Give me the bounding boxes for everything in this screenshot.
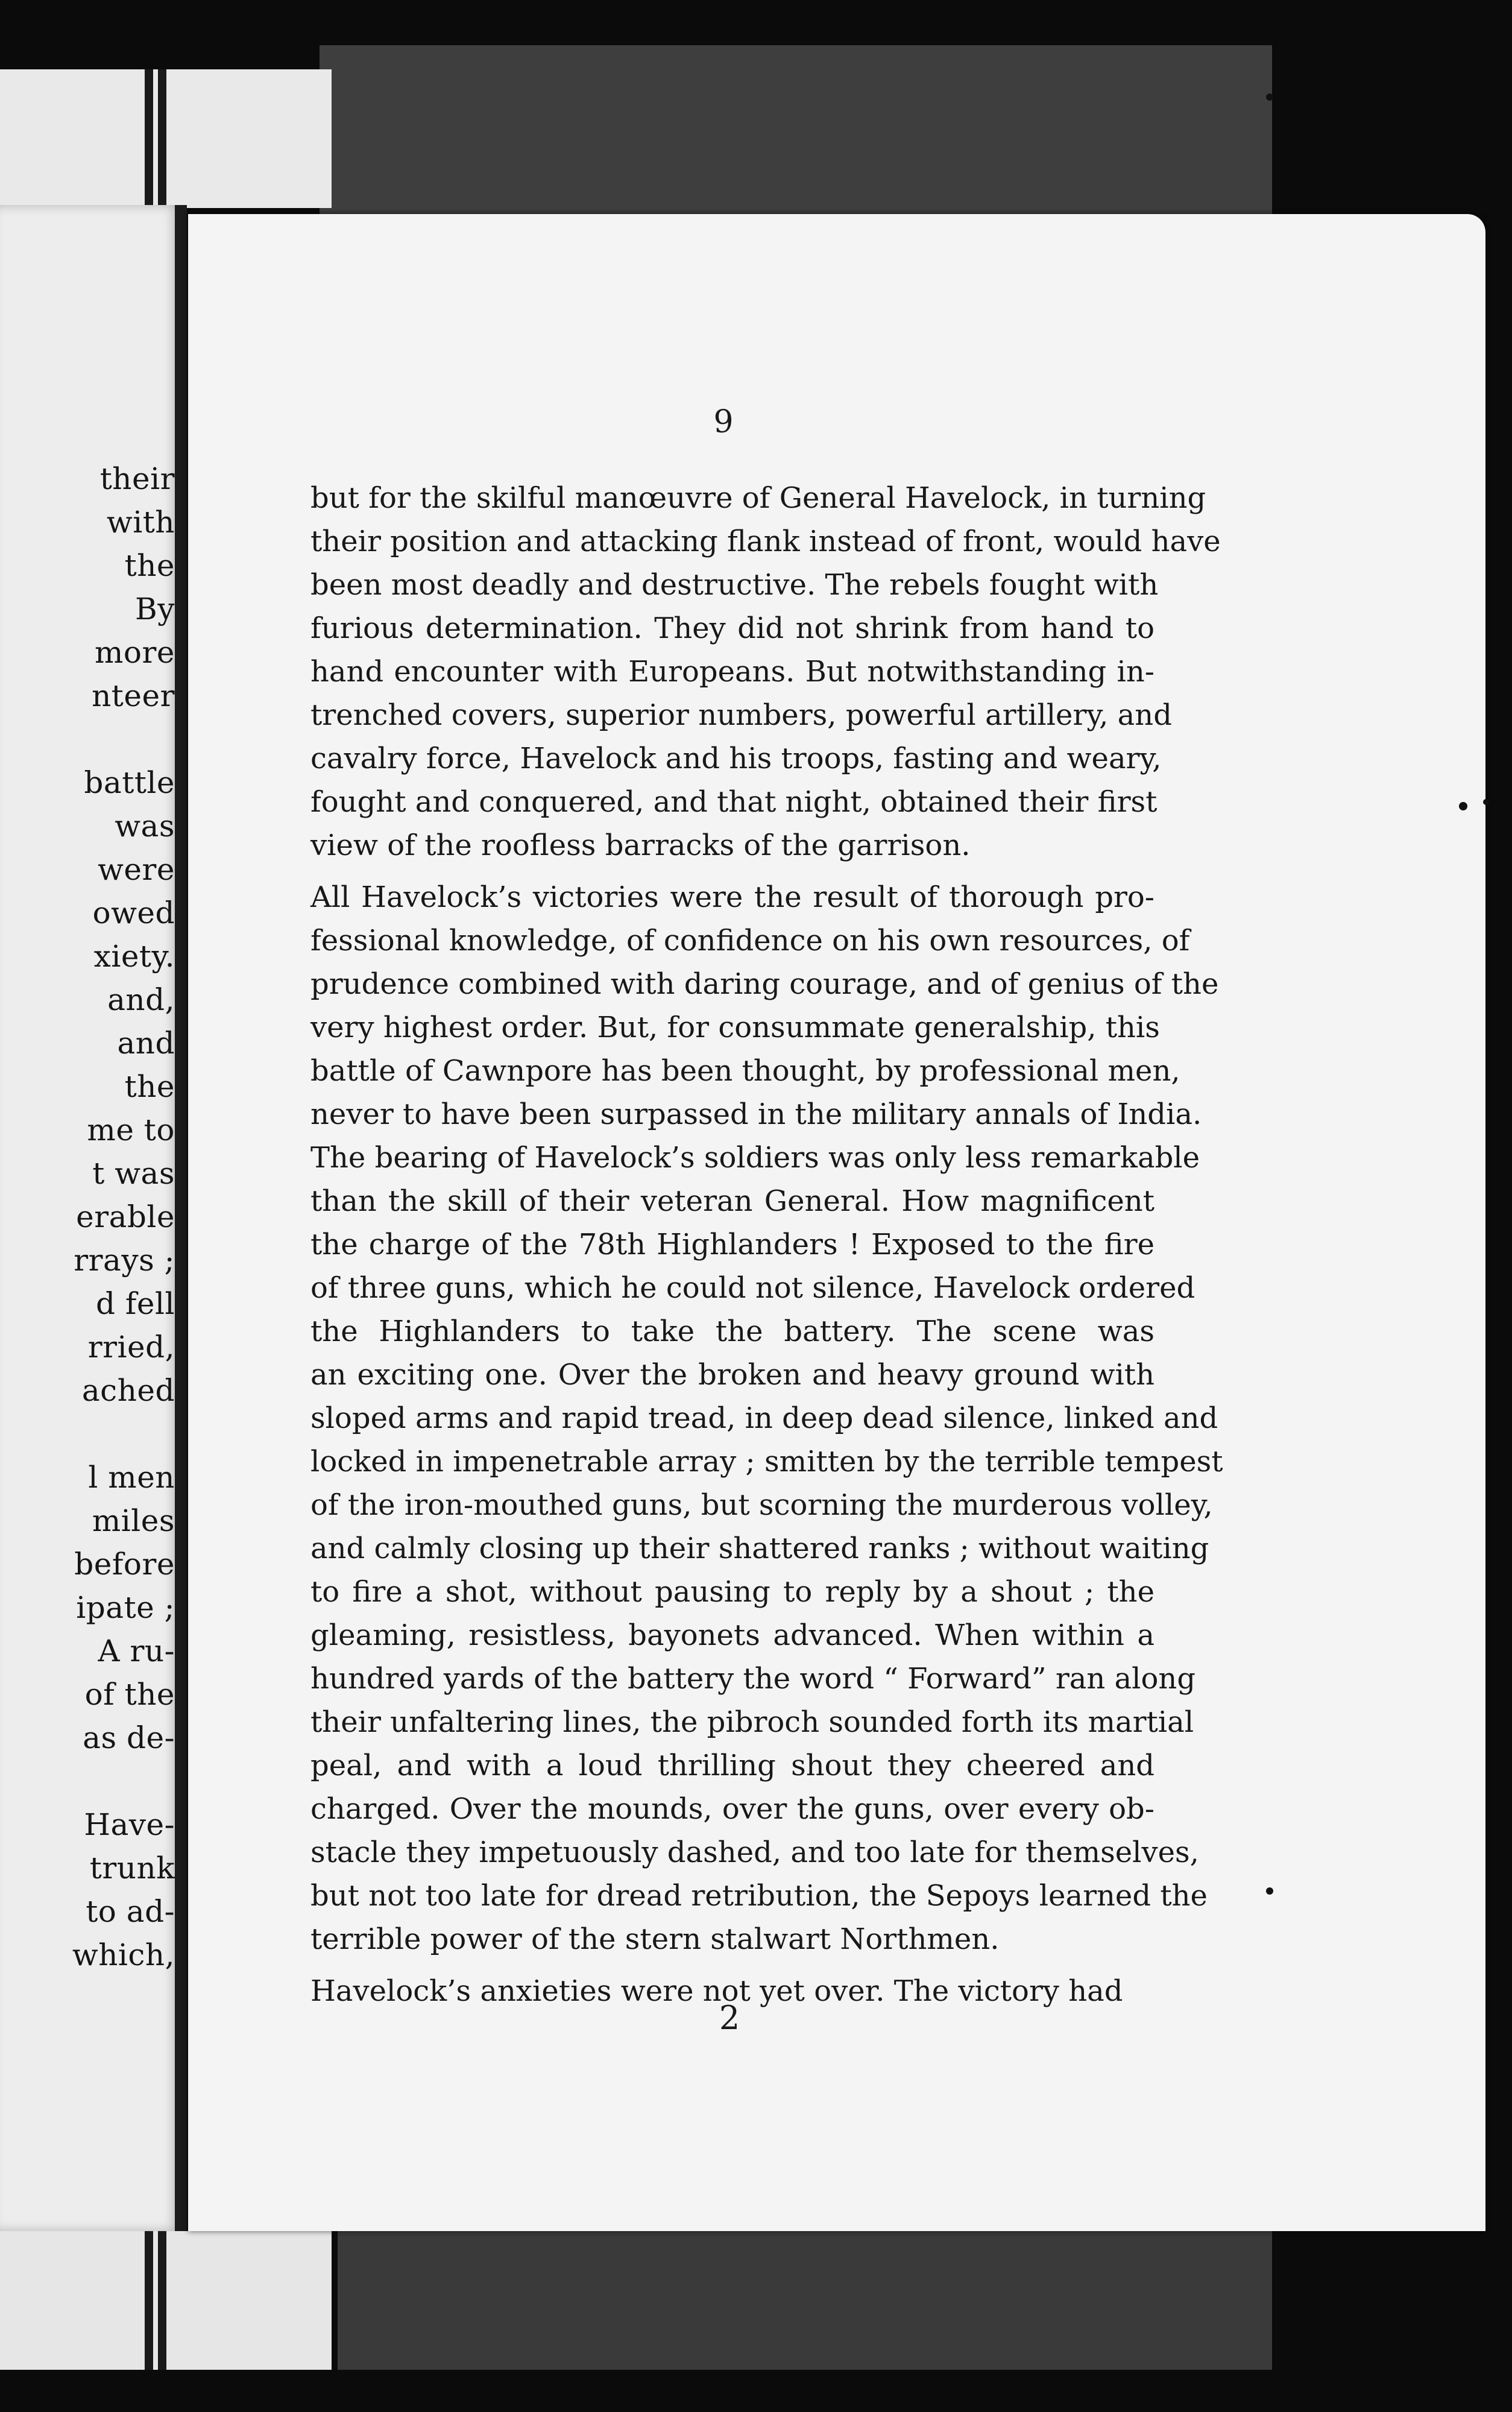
left-fragment-line: l men — [88, 1460, 175, 1495]
paragraph — [310, 876, 1223, 1961]
text-line: view of the roofless barracks of the garrison. — [310, 829, 971, 862]
text-line: their position and attacking flank instead of front, would have — [310, 525, 1221, 558]
speck — [1483, 799, 1489, 805]
text-line: fessional knowledge, of confidence on his own resources, of — [310, 924, 1190, 958]
speck — [1459, 802, 1467, 810]
left-fragment-line: battle — [84, 765, 175, 800]
left-fragment-line: their — [99, 461, 175, 496]
text-line: charged. Over the mounds, over the guns, over every ob- — [310, 1792, 1154, 1826]
left-fragment-line: and, — [107, 982, 175, 1017]
text-line: hand encounter with Europeans. But notwithstanding in- — [310, 655, 1154, 689]
text-line: their unfaltering lines, the pibroch sounded forth its martial — [310, 1705, 1194, 1739]
text-line: terrible power of the stern stalwart Northmen. — [310, 1922, 1000, 1956]
left-fragment-line: the — [124, 1069, 175, 1104]
text-line: and calmly closing up their shattered ranks ; without waiting — [310, 1532, 1209, 1565]
left-fragment-line: the — [124, 548, 175, 583]
left-fragment-line: of the — [84, 1677, 175, 1712]
text-line: sloped arms and rapid tread, in deep dead silence, linked and — [310, 1401, 1218, 1435]
left-fragment-line: t was — [92, 1156, 175, 1191]
left-fragment-line: before — [74, 1547, 175, 1582]
text-line: The bearing of Havelock’s soldiers was only less remarkable — [310, 1141, 1200, 1175]
left-fragment-line: trunk — [89, 1851, 175, 1886]
text-line: of three guns, which he could not silence, Havelock ordered — [310, 1271, 1195, 1305]
body-text — [310, 476, 1223, 2013]
text-line: an exciting one. Over the broken and heavy ground with — [310, 1358, 1154, 1392]
text-line: never to have been surpassed in the military annals of India. — [310, 1097, 1202, 1131]
left-fragment-line: Have- — [84, 1807, 175, 1842]
text-line: battle of Cawnpore has been thought, by professional men, — [310, 1054, 1180, 1088]
text-line: stacle they impetuously dashed, and too late for themselves, — [310, 1836, 1199, 1869]
text-line: hundred yards of the battery the word “ Forward” ran along — [310, 1662, 1196, 1696]
text-line: Havelock’s anxieties were not yet over. The victory had — [310, 1974, 1123, 2008]
speck — [1266, 93, 1273, 101]
text-line: the charge of the 78th Highlanders ! Exposed to the fire — [310, 1228, 1154, 1261]
left-fragment-line: as de- — [83, 1720, 175, 1755]
left-fragment-line: rried, — [87, 1330, 175, 1365]
text-line: of the iron-mouthed guns, but scorning the murderous volley, — [310, 1488, 1213, 1522]
text-line: fought and conquered, and that night, obtained their first — [310, 785, 1158, 819]
left-fragment-line: with — [106, 505, 175, 540]
left-fragment-line: ached — [81, 1373, 175, 1408]
paragraph — [310, 476, 1221, 867]
text-line: the Highlanders to take the battery. The scene was — [310, 1315, 1154, 1348]
text-line: furious determination. They did not shrink from hand to — [310, 611, 1154, 645]
text-line: but not too late for dread retribution, the Sepoys learned the — [310, 1879, 1208, 1913]
left-fragment-line: me to — [87, 1113, 175, 1148]
scan-background-top — [320, 45, 1272, 220]
left-fragment-line: erable — [76, 1199, 175, 1234]
left-fragment-line: A ru- — [98, 1634, 175, 1669]
left-fragment-line: which, — [72, 1937, 175, 1972]
binding-tab-bottom — [0, 2231, 332, 2370]
left-fragment-line: was — [115, 809, 175, 844]
text-line: peal, and with a loud thrilling shout they cheered and — [310, 1749, 1154, 1782]
text-line: very highest order. But, for consummate generalship, this — [310, 1011, 1160, 1044]
text-line: All Havelock’s victories were the result of thorough pro- — [310, 880, 1154, 914]
text-line: to fire a shot, without pausing to reply by a shout ; the — [310, 1575, 1154, 1609]
signature-mark: 2 — [719, 1999, 740, 2037]
left-fragment-line: more — [94, 635, 175, 670]
binding-tab-top — [0, 69, 332, 208]
text-line: than the skill of their veteran General. How magnificent — [310, 1184, 1154, 1218]
left-fragment-line: and — [117, 1026, 175, 1061]
text-line: prudence combined with daring courage, and of genius of the — [310, 967, 1219, 1001]
left-fragment-line: were — [98, 852, 175, 887]
book-spine — [175, 205, 187, 2231]
text-line: but for the skilful manœuvre of General Havelock, in turning — [310, 481, 1206, 515]
left-fragment-line: nteer — [92, 678, 175, 713]
left-fragment-line: to ad- — [86, 1894, 175, 1929]
text-line: cavalry force, Havelock and his troops, fasting and weary, — [310, 742, 1162, 775]
left-fragment-line: owed — [92, 895, 175, 930]
left-fragment-line: d fell — [96, 1286, 175, 1321]
text-line: gleaming, resistless, bayonets advanced. When within a — [310, 1618, 1154, 1652]
text-line: locked in impenetrable array ; smitten by the terrible tempest — [310, 1445, 1223, 1479]
text-line: been most deadly and destructive. The rebels fought with — [310, 568, 1159, 602]
left-fragment-line: ipate ; — [76, 1590, 175, 1625]
left-fragment-line: miles — [92, 1503, 175, 1538]
speck — [1266, 1887, 1273, 1895]
scan-background-bottom — [338, 2225, 1272, 2370]
text-line: trenched covers, superior numbers, powerful artillery, and — [310, 698, 1172, 732]
left-fragment-line: By — [135, 592, 175, 627]
left-fragment-line: xiety. — [93, 939, 175, 974]
page-number: 9 — [713, 404, 734, 440]
left-fragment-line: rrays ; — [74, 1243, 175, 1278]
